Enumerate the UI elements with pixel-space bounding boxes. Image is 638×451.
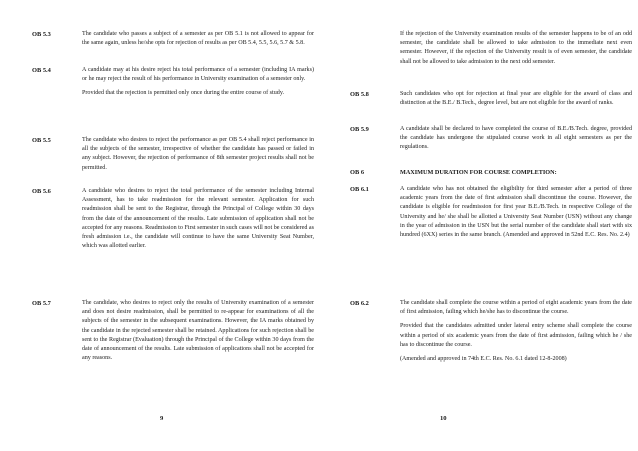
- paragraph: If the rejection of the University examination results of the semester happens to be of an odd semester, the candidate shall be allowed to take admission to the immediate next even semester. However, if the rejection of the University result is of even semester, the candidate shall not be allowed to take admission to the next odd semester.: [400, 31, 632, 65]
- section-body: [82, 30, 314, 53]
- section-body: [400, 90, 632, 113]
- paragraph: The candidate who passes a subject of a semester as per OB 5.1 is not allowed to appear for the same again, unless he/she opts for rejection of results as per OB 5.4, 5.5, 5.6, 5.7 & 5.8.: [82, 31, 314, 47]
- paragraph: Such candidates who opt for rejection at final year are eligible for the award of class and distinction at the B.E./ B.Tech., degree level, but are not eligible for the award of ranks.: [400, 91, 632, 107]
- section-ob-5-8: [350, 90, 632, 113]
- section-code: OB 5.5: [32, 137, 51, 144]
- paragraph: A candidate who has not obtained the eligibility for third semester after a period of three academic years from the date of first admission shall discontinue the course. However, the candidate is eligible for readmission for first year B.E./B.Tech. in respective College of the University and he/ she shall be allotted a University Seat Number (USN) without any change in the year of admission in the USN but the serial number of the candidate shall start with six hundred (6XX) series in the same branch. (Amended and approved in 52nd E.C. Res. No. 2.4): [400, 186, 632, 239]
- section-heading: MAXIMUM DURATION FOR COURSE COMPLETION:: [400, 169, 557, 176]
- paragraph: Provided that the rejection is permitted only once during the entire course of study.: [82, 90, 284, 97]
- section-body: [400, 30, 632, 72]
- section-ob-6-1: [350, 185, 632, 245]
- paragraph: Provided that the candidates admitted under lateral entry scheme shall complete the course within a period of six academic years from the date of first admission, failing which he / she has to discontinue the course.: [400, 323, 632, 348]
- section-body: [82, 187, 314, 256]
- section-code: OB 6.2: [350, 300, 369, 307]
- section-code: OB 5.3: [32, 31, 51, 38]
- section-ob-5-6: [32, 187, 314, 256]
- section-code: OB 5.4: [32, 67, 51, 74]
- section-body: [400, 125, 632, 158]
- section-code: OB 5.8: [350, 91, 369, 98]
- section-ob-5-5: [32, 136, 314, 178]
- section-code: OB 6: [350, 169, 365, 176]
- section-ob-5-4: [32, 66, 314, 104]
- section-code: OB 5.7: [32, 300, 51, 307]
- paragraph: A candidate shall be declared to have completed the course of B.E./B.Tech. degree, provided the candidate has undergone the stipulated course work in all eight semesters as per the regulations.: [400, 126, 632, 151]
- paragraph: A candidate who desires to reject the total performance of the semester including Internal Assessment, has to take readmission for the relevant semester. Application for such readmission shall be sent to the Registrar, through the Principal of College within 30 days from the date of the announcement of the results. Late submission of application shall not be accepted for any reasons. Readmission to First semester in such cases will not be considered as fresh admission i.e., the candidate will continue to have the same University Seat Number, which was allotted earlier.: [82, 188, 314, 250]
- paragraph: The candidate shall complete the course within a period of eight academic years from the date of first admission, failing which he/she has to discontinue the course.: [400, 300, 632, 316]
- paragraph: The candidate, who desires to reject only the results of University examination of a semester and does not desire readmission, shall be permitted to re-appear for examinations of all the subjects of the semester in the subsequent examinations. However, the IA marks obtained by the candidate in the rejected semester shall be retained. Applications for such rejection shall be sent to the Registrar (Evaluation) through the Principal of the College within 30 days from the date of announcement of the results. Late submission of applications shall not be accepted for any reasons.: [82, 300, 314, 362]
- section-continuation: [350, 30, 632, 72]
- right-page: [319, 0, 638, 451]
- section-body: [400, 299, 632, 369]
- section-body: [82, 136, 314, 178]
- section-ob-6: [350, 168, 632, 177]
- paragraph: A candidate may at his desire reject his total performance of a semester (including IA marks) or he may reject the result of his performance in University examination of a semester only.: [82, 67, 314, 83]
- section-code: OB 5.9: [350, 126, 369, 133]
- section-body: [82, 66, 314, 104]
- section-code: [350, 30, 400, 72]
- section-code: OB 6.1: [350, 186, 369, 193]
- section-body: [400, 185, 632, 245]
- section-ob-5-7: [32, 299, 314, 368]
- section-ob-6-2: [350, 299, 632, 369]
- section-ob-5-9: [350, 125, 632, 158]
- paragraph: (Amended and approved in 74th E.C. Res. No. 6.1 dated 12-8-2008): [400, 356, 567, 363]
- section-code: OB 5.6: [32, 188, 51, 195]
- section-body: [82, 299, 314, 368]
- section-ob-5-3: [32, 30, 314, 53]
- page-number: 10: [440, 415, 447, 422]
- paragraph: The candidate who desires to reject the performance as per OB 5.4 shall reject performance in all the subjects of the semester, irrespective of whether the candidate has passed or failed in any subject. However, the rejection of performance of 8th semester project results shall not be permitted.: [82, 137, 314, 171]
- page-number: 9: [160, 415, 164, 422]
